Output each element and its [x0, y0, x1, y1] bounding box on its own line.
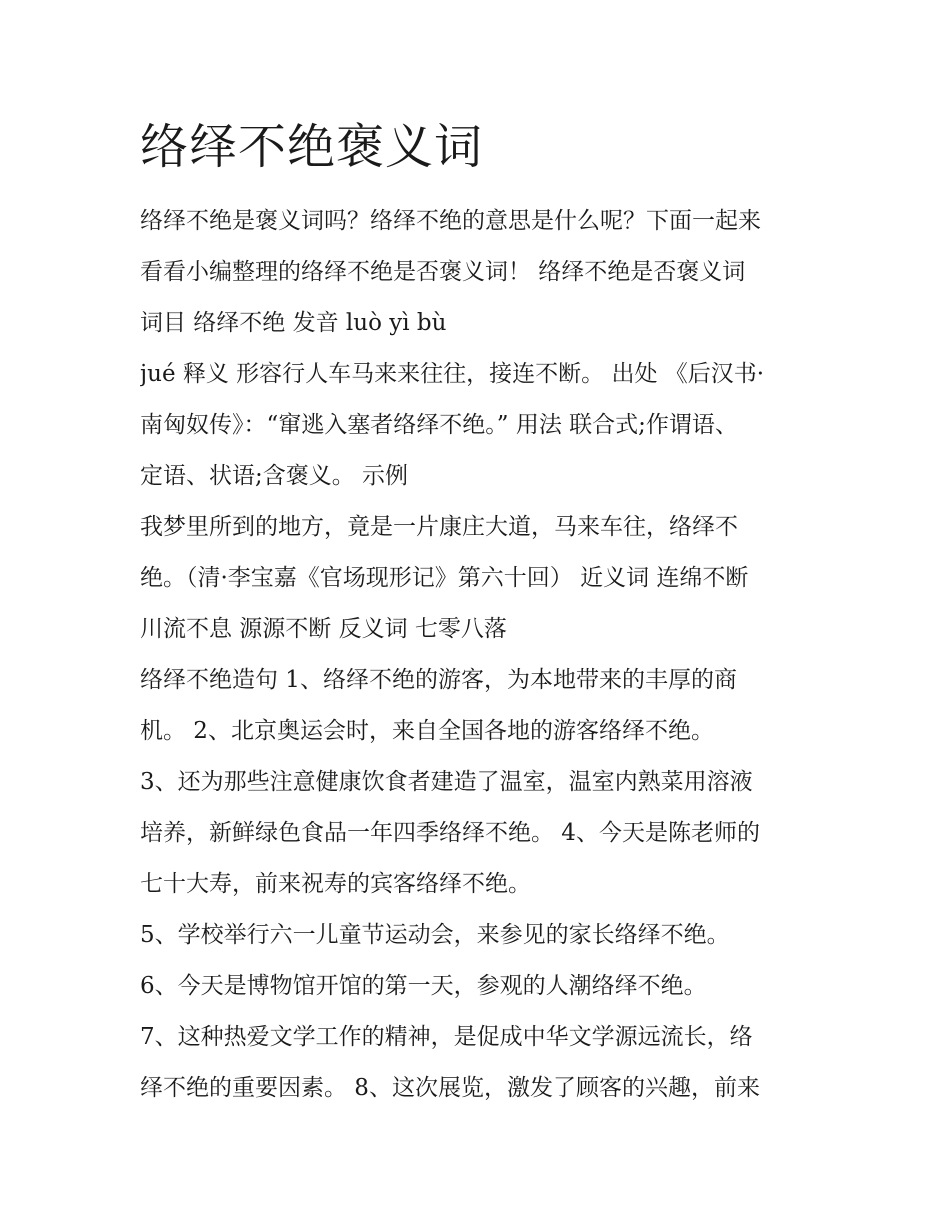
text-line: 培养，新鲜绿色食品一年四季络绎不绝。 4、今天是陈老师的 [140, 820, 760, 846]
body-text [140, 196, 820, 1114]
text-line: 5、学校举行六一儿童节运动会，来参见的家长络绎不绝。 [140, 922, 730, 948]
text-line: 3、还为那些注意健康饮食者建造了温室，温室内熟菜用溶液 [140, 769, 753, 795]
text-line: 绎不绝的重要因素。 8、这次展览，激发了顾客的兴趣，前来 [140, 1075, 760, 1101]
text-line: 川流不息 源源不断 反义词 七零八落 [140, 616, 507, 642]
text-line: 络绎不绝造句 1、络绎不绝的游客，为本地带来的丰厚的商 [140, 667, 737, 693]
text-line: 我梦里所到的地方，竟是一片康庄大道，马来车往，络绎不 [140, 514, 738, 540]
text-line: 词目 络绎不绝 发音 luò yì bù [140, 310, 447, 336]
text-line: 绝。（清·李宝嘉《官场现形记》第六十回） 近义词 连绵不断 [140, 565, 749, 591]
text-line: 看看小编整理的络绎不绝是否褒义词！ 络绎不绝是否褒义词 [140, 259, 746, 285]
text-line: 机。 2、北京奥运会时，来自全国各地的游客络绎不绝。 [140, 718, 714, 744]
text-line: 络绎不绝是褒义词吗？络绎不绝的意思是什么呢？下面一起来 [140, 208, 761, 234]
text-line: 七十大寿，前来祝寿的宾客络绎不绝。 [140, 871, 531, 897]
text-line: 定语、状语;含褒义。 示例 [140, 463, 409, 489]
page-title: 络绎不绝褒义词 [140, 119, 484, 175]
text-line: 7、这种热爱文学工作的精神，是促成中华文学源远流长，络 [140, 1024, 753, 1050]
text-line: 6、今天是博物馆开馆的第一天，参观的人潮络绎不绝。 [140, 973, 707, 999]
text-line: 南匈奴传》：“窜逃入塞者络绎不绝。” 用法 联合式;作谓语、 [140, 412, 738, 438]
text-line: jué 释义 形容行人车马来来往往，接连不断。 出处 《后汉书· [140, 361, 765, 387]
